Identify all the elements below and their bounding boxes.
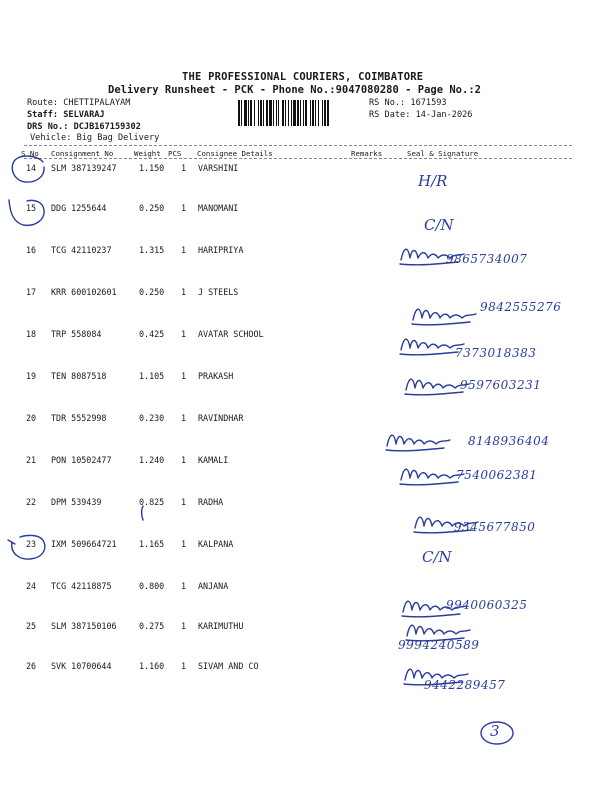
sno-circle-15 xyxy=(5,196,49,230)
handwritten-remark: C/N xyxy=(424,216,454,234)
row-sno: 25 xyxy=(26,621,37,631)
handwritten-phone: 9442289457 xyxy=(424,678,506,692)
col-pcs: PCS xyxy=(168,149,182,158)
rs-date: RS Date: 14-Jan-2026 xyxy=(369,110,473,120)
signature-scribble xyxy=(384,428,454,454)
row-pcs: 1 xyxy=(181,497,187,507)
header-rule-bottom xyxy=(24,158,572,159)
header-rule-top xyxy=(24,145,572,146)
row-consignment-no: TDR 5552998 xyxy=(51,413,107,423)
row-pcs: 1 xyxy=(181,203,187,213)
row-consignee: RADHA xyxy=(198,497,224,507)
handwritten-remark: H/R xyxy=(418,172,448,190)
row-consignment-no: TRP 558084 xyxy=(51,329,102,339)
col-consignee: Consignee Details xyxy=(197,149,273,158)
row-consignment-no: PON 10502477 xyxy=(51,455,112,465)
col-consignment: Consignment No xyxy=(51,149,114,158)
handwritten-phone: 9842555276 xyxy=(480,300,562,314)
row-weight: 1.240 xyxy=(139,455,165,465)
row-weight: 1.165 xyxy=(139,539,165,549)
row-consignment-no: SLM 387139247 xyxy=(51,163,117,173)
handwritten-phone: 9994240589 xyxy=(398,638,480,652)
row-consignee: RAVINDHAR xyxy=(198,413,244,423)
row-consignment-no: KRR 600102601 xyxy=(51,287,117,297)
row-pcs: 1 xyxy=(181,413,187,423)
row-consignee: ANJANA xyxy=(198,581,229,591)
sno-circle-23 xyxy=(6,532,50,564)
row-weight: 1.160 xyxy=(139,661,165,671)
row-pcs: 1 xyxy=(181,661,187,671)
row-pcs: 1 xyxy=(181,455,187,465)
handwritten-phone: 7540062381 xyxy=(456,468,538,482)
handwritten-phone: 9345677850 xyxy=(454,520,536,534)
route-label: Route: CHETTIPALAYAM xyxy=(27,98,131,108)
row-sno: 19 xyxy=(26,371,37,381)
row-pcs: 1 xyxy=(181,581,187,591)
handwritten-phone: 9865734007 xyxy=(446,252,528,266)
row-weight: 0.800 xyxy=(139,581,165,591)
drs-label: DRS No.: DCJB167159302 xyxy=(27,122,141,132)
row-sno: 26 xyxy=(26,661,37,671)
page-mark: 3 xyxy=(490,722,500,740)
row-consignee: KAMALI xyxy=(198,455,229,465)
row-consignee: KALPANA xyxy=(198,539,234,549)
row-weight: 0.425 xyxy=(139,329,165,339)
row-pcs: 1 xyxy=(181,245,187,255)
row-weight: 0.250 xyxy=(139,203,165,213)
row-sno: 18 xyxy=(26,329,37,339)
row-sno: 15 xyxy=(26,203,37,213)
row-weight: 1.105 xyxy=(139,371,165,381)
row-sno: 22 xyxy=(26,497,37,507)
row-consignee: HARIPRIYA xyxy=(198,245,244,255)
row-sno: 24 xyxy=(26,581,37,591)
vehicle-label: Vehicle: Big Bag Delivery xyxy=(30,133,160,143)
handwritten-phone: 8148936404 xyxy=(468,434,550,448)
row-consignee: VARSHINI xyxy=(198,163,239,173)
runsheet-subtitle: Delivery Runsheet - PCK - Phone No.:9047080280 - Page No.:2 xyxy=(108,84,481,96)
row-pcs: 1 xyxy=(181,371,187,381)
row-consignment-no: TEN 8087518 xyxy=(51,371,107,381)
company-title: THE PROFESSIONAL COURIERS, COIMBATORE xyxy=(182,71,424,83)
col-sno: S No xyxy=(21,149,39,158)
weight-tick-22 xyxy=(137,504,149,524)
staff-label: Staff: SELVARAJ xyxy=(27,110,105,120)
row-weight: 1.315 xyxy=(139,245,165,255)
row-weight: 0.825 xyxy=(139,497,165,507)
row-sno: 17 xyxy=(26,287,37,297)
col-seal: Seal & Signature xyxy=(407,149,479,158)
row-weight: 0.230 xyxy=(139,413,165,423)
row-consignee: SIVAM AND CO xyxy=(198,661,259,671)
row-pcs: 1 xyxy=(181,163,187,173)
row-sno: 14 xyxy=(26,163,37,173)
row-sno: 16 xyxy=(26,245,37,255)
row-consignee: AVATAR SCHOOL xyxy=(198,329,264,339)
row-sno: 23 xyxy=(26,539,37,549)
row-pcs: 1 xyxy=(181,539,187,549)
row-consignment-no: TCG 42110237 xyxy=(51,245,112,255)
row-consignee: KARIMUTHU xyxy=(198,621,244,631)
row-consignee: PRAKASH xyxy=(198,371,234,381)
handwritten-phone: 7373018383 xyxy=(455,346,537,360)
row-consignee: MANOMANI xyxy=(198,203,239,213)
col-remarks: Remarks xyxy=(351,149,383,158)
rs-number: RS No.: 1671593 xyxy=(369,98,447,108)
row-consignment-no: TCG 42118875 xyxy=(51,581,112,591)
col-weight: Weight xyxy=(134,149,161,158)
row-pcs: 1 xyxy=(181,287,187,297)
row-sno: 21 xyxy=(26,455,37,465)
row-consignment-no: DDG 1255644 xyxy=(51,203,107,213)
row-weight: 0.275 xyxy=(139,621,165,631)
handwritten-phone: 9597603231 xyxy=(460,378,542,392)
barcode xyxy=(238,100,364,126)
row-consignment-no: IXM 509664721 xyxy=(51,539,117,549)
row-weight: 0.250 xyxy=(139,287,165,297)
row-weight: 1.150 xyxy=(139,163,165,173)
row-consignee: J STEELS xyxy=(198,287,239,297)
row-sno: 20 xyxy=(26,413,37,423)
row-consignment-no: SVK 10700644 xyxy=(51,661,112,671)
signature-scribble xyxy=(410,302,480,328)
handwritten-remark: C/N xyxy=(422,548,452,566)
row-pcs: 1 xyxy=(181,329,187,339)
row-consignment-no: DPM 539439 xyxy=(51,497,102,507)
handwritten-phone: 9940060325 xyxy=(446,598,528,612)
sno-circle-14 xyxy=(9,152,49,186)
row-consignment-no: SLM 387150106 xyxy=(51,621,117,631)
row-pcs: 1 xyxy=(181,621,187,631)
